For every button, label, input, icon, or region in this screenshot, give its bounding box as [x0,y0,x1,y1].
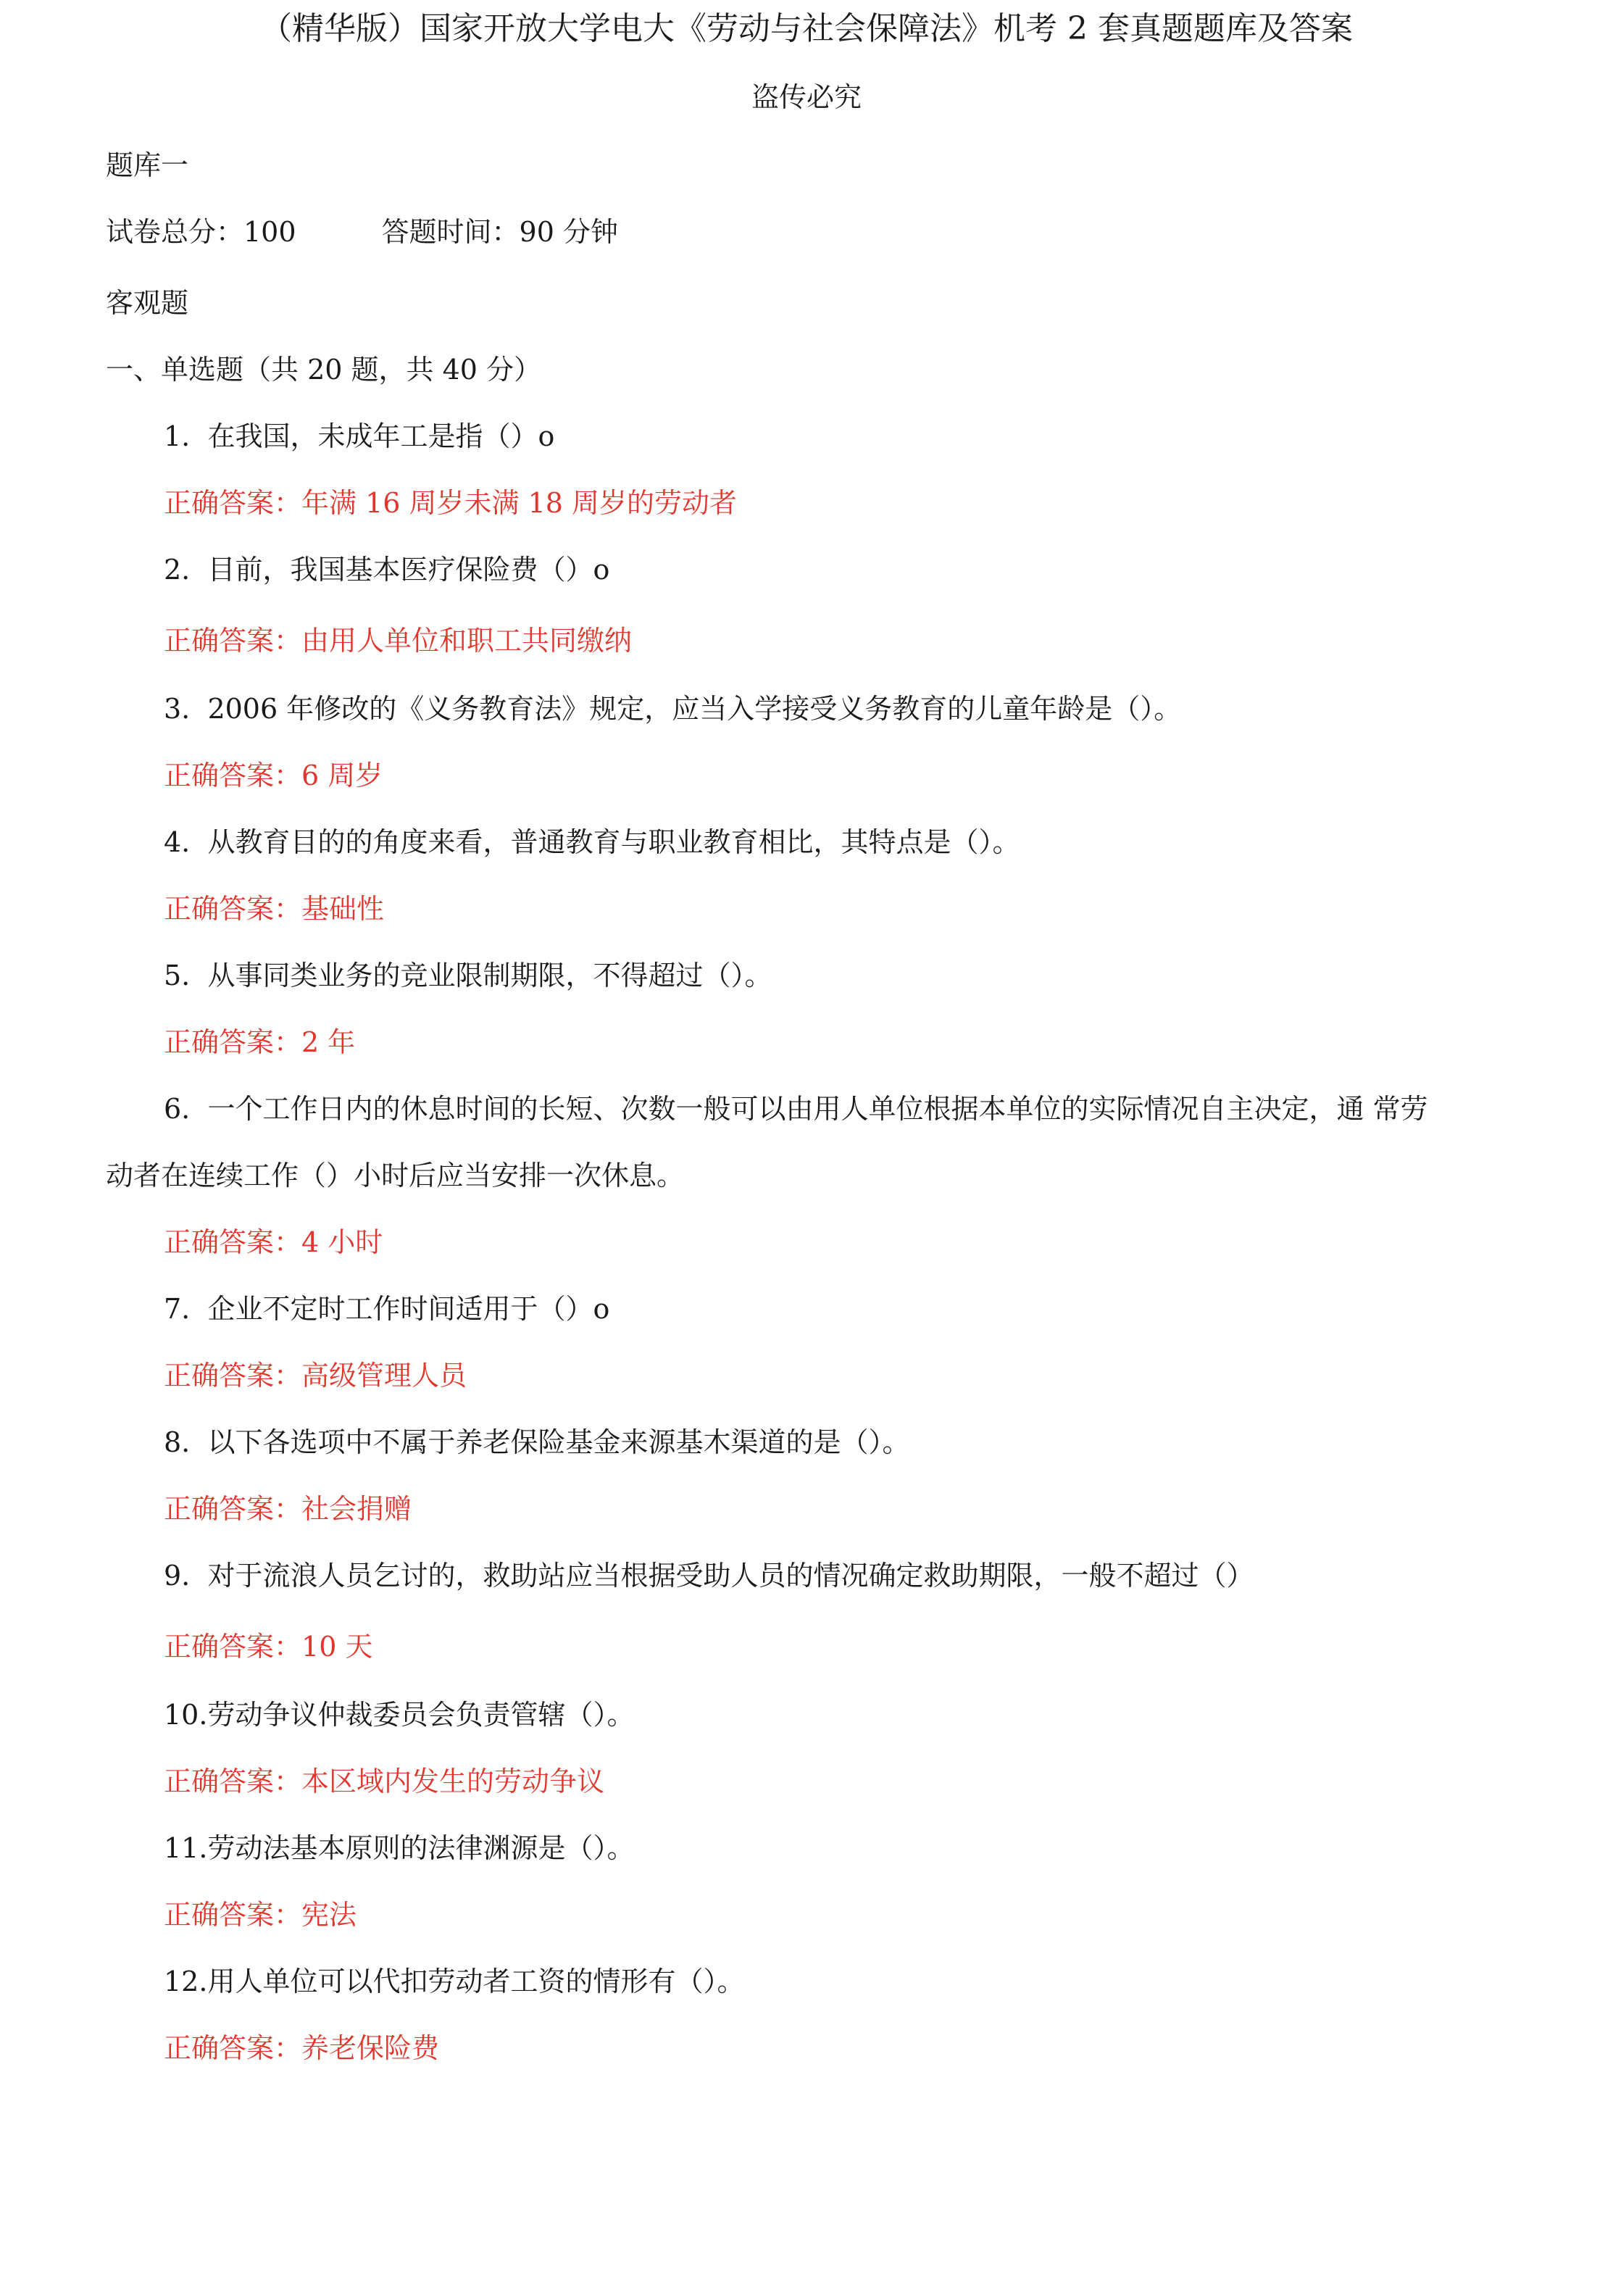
question-2 [164,549,609,590]
answer-prefix: 正确答案： [164,1026,302,1058]
answer-text: 6 周岁 [301,760,383,791]
answer-text: 本区域内发生的劳动争议 [301,1765,605,1797]
question-text: 企业不定时工作时间适用于（）o [207,1293,610,1325]
question-text: 用人单位可以代扣劳动者工资的情形有（）。 [207,1966,745,1997]
answer-6 [164,1222,383,1263]
answer-prefix: 正确答案： [164,760,302,791]
answer-9 [164,1626,372,1667]
answer-8 [164,1489,412,1529]
answer-2 [164,620,632,661]
question-7 [164,1289,609,1329]
question-number: 1. [164,420,191,452]
question-4 [164,822,1020,862]
exam-time: 答题时间：90 分钟 [381,216,618,248]
question-6-continuation: 动者在连续工作（）小时后应当安排一次休息。 [106,1160,685,1191]
answer-text: 年满 16 周岁未满 18 周岁的劳动者 [301,487,738,519]
answer-prefix: 正确答案： [164,1631,302,1663]
answer-7 [164,1355,467,1396]
question-number: 3. [164,693,191,725]
answer-text: 高级管理人员 [301,1360,467,1392]
question-1 [164,416,554,457]
document-title: （精华版）国家开放大学电大《劳动与社会保障法》机考 2 套真题题库及答案 [260,10,1353,47]
answer-prefix: 正确答案： [164,1765,302,1797]
question-number: 4. [164,826,191,858]
answer-prefix: 正确答案： [164,1899,302,1931]
answer-text: 基础性 [301,893,385,925]
answer-4 [164,889,384,929]
question-text: 劳动法基本原则的法律渊源是（）。 [207,1832,635,1864]
answer-prefix: 正确答案： [164,2032,302,2064]
question-text: 以下各选项中不属于养老保险基金来源基木渠道的是（）。 [207,1426,910,1458]
answer-text: 由用人单位和职工共同缴纳 [301,625,633,657]
question-number: 8. [164,1426,191,1458]
question-6 [164,1089,1428,1129]
question-10 [164,1694,634,1735]
question-number: 6. [164,1093,191,1125]
answer-text: 4 小时 [301,1226,383,1258]
answer-text: 2 年 [301,1026,356,1058]
answer-prefix: 正确答案： [164,625,302,657]
question-3 [164,689,1181,729]
question-text: 从事同类业务的竞业限制期限，不得超过（）。 [207,960,772,991]
question-text: 一个工作日内的休息时间的长短、次数一般可以由用人单位根据本单位的实际情况自主决定，通 常劳 [207,1093,1428,1125]
question-text: 对于流浪人员乞讨的，救助站应当根据受助人员的情况确定救助期限，一般不超过（） [207,1560,1254,1592]
question-number: 9. [164,1560,191,1592]
answer-text: 社会捐赠 [301,1493,412,1525]
answer-1 [164,483,737,523]
question-text: 劳动争议仲裁委员会负责管辖（）。 [207,1699,635,1731]
answer-prefix: 正确答案： [164,1493,302,1525]
answer-12 [164,2028,439,2068]
answer-text: 10 天 [301,1631,373,1663]
question-number: 11. [164,1832,208,1864]
question-11 [164,1828,634,1868]
question-number: 5. [164,960,191,991]
question-bank-label: 题库一 [106,149,189,181]
question-text: 目前，我国基本医疗保险费（）o [207,554,610,586]
question-number: 12. [164,1966,208,1997]
question-text: 在我国，未成年工是指（）o [207,420,555,452]
question-number: 10. [164,1699,208,1731]
question-8 [164,1422,909,1463]
answer-10 [164,1761,604,1802]
question-number: 7. [164,1293,191,1325]
total-score: 试卷总分：100 [106,216,296,248]
answer-3 [164,755,383,796]
question-9 [164,1555,1254,1596]
question-text: 2006 年修改的《义务教育法》规定，应当入学接受义务教育的儿童年龄是（）。 [207,693,1182,725]
answer-prefix: 正确答案： [164,1360,302,1392]
answer-text: 养老保险费 [301,2032,440,2064]
answer-prefix: 正确答案： [164,1226,302,1258]
question-5 [164,955,772,996]
answer-text: 宪法 [301,1899,357,1931]
section-heading: 一、单选题（共 20 题，共 40 分） [106,354,542,386]
question-text: 从教育目的的角度来看，普通教育与职业教育相比，其特点是（）。 [207,826,1020,858]
answer-11 [164,1894,357,1935]
question-12 [164,1961,744,2002]
answer-prefix: 正确答案： [164,487,302,519]
answer-prefix: 正确答案： [164,893,302,925]
exam-meta [106,212,618,252]
objective-label: 客观题 [106,287,189,319]
question-number: 2. [164,554,191,586]
answer-5 [164,1022,355,1062]
document-subtitle: 盗传必究 [751,81,862,113]
